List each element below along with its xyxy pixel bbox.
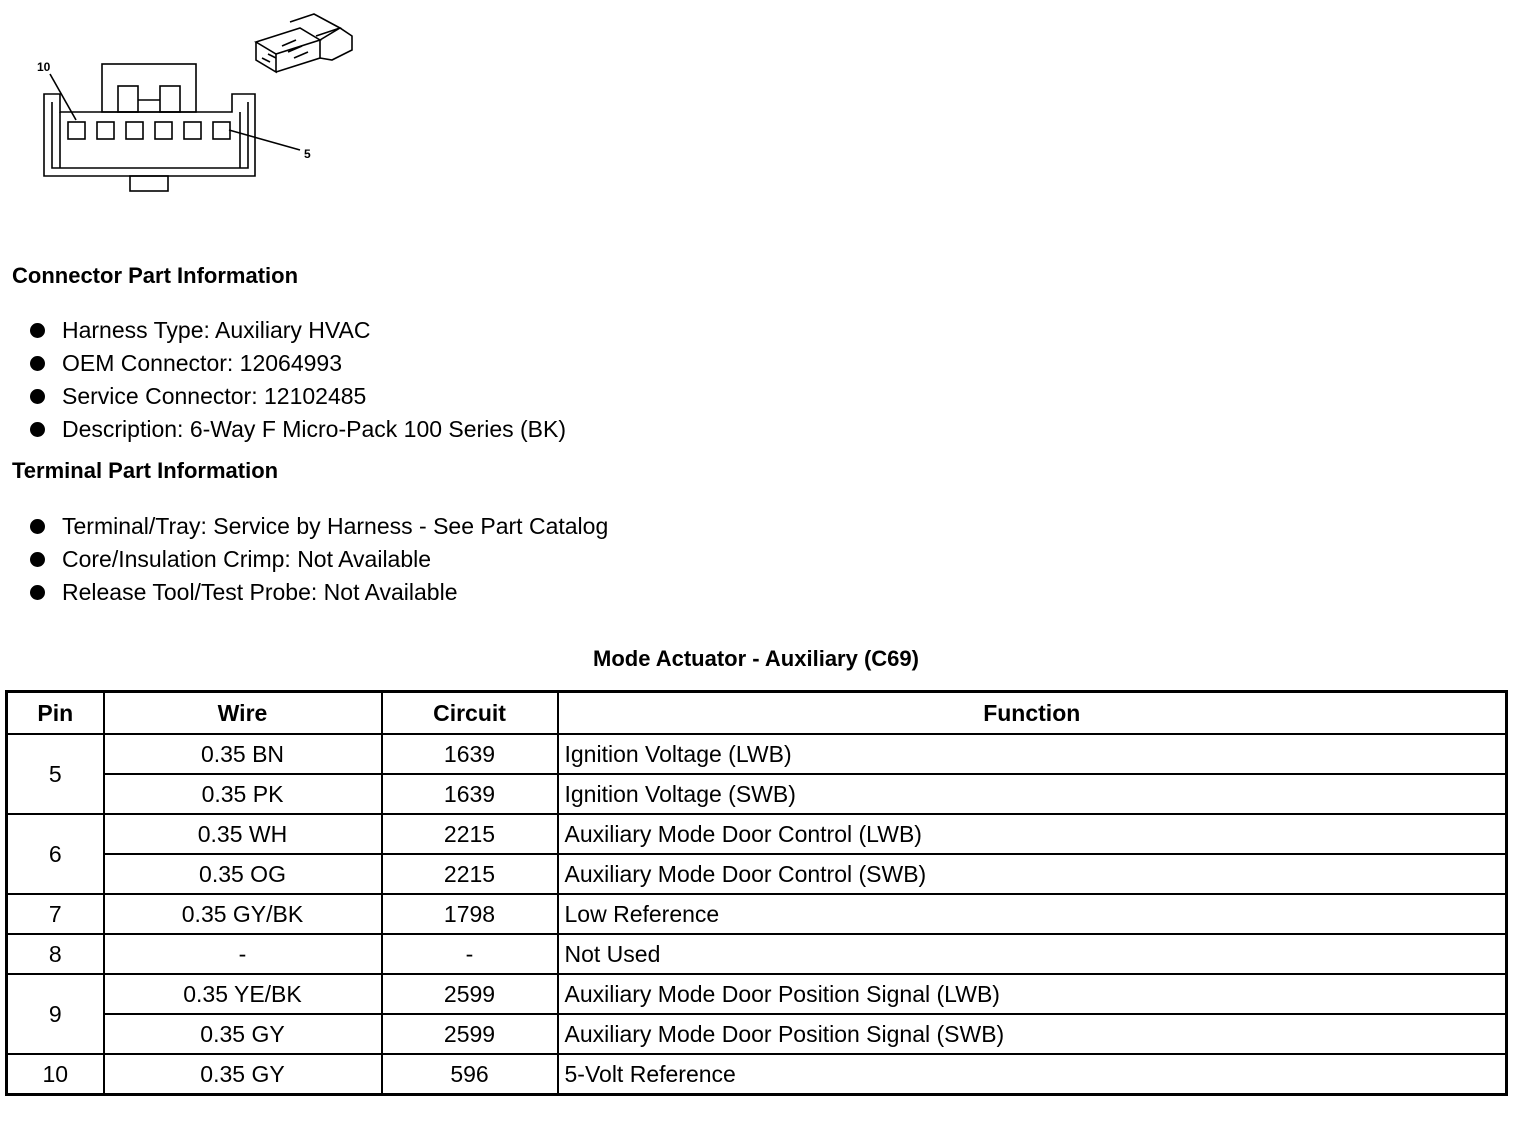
bullet-icon [30,519,45,534]
connector-diagram [0,0,380,210]
terminal-info-list [30,510,608,609]
pin-cell: 8 [7,934,104,974]
table-row [7,974,1507,1014]
circuit-cell: 596 [382,1054,558,1095]
function-cell: Low Reference [558,894,1507,934]
bullet-icon [30,389,45,404]
circuit-cell: 2215 [382,814,558,854]
pin-cell: 7 [7,894,104,934]
list-item: Description: 6-Way F Micro-Pack 100 Series (BK) [30,413,566,446]
function-cell: Auxiliary Mode Door Control (LWB) [558,814,1507,854]
bullet-icon [30,585,45,600]
function-cell: Auxiliary Mode Door Position Signal (LWB) [558,974,1507,1014]
bullet-icon [30,552,45,567]
pin-table [5,690,1508,1096]
function-cell: Not Used [558,934,1507,974]
table-row [7,734,1507,774]
table-row [7,1054,1507,1095]
pin-cell: 5 [7,734,104,814]
bullet-icon [30,422,45,437]
wire-cell: 0.35 BN [104,734,382,774]
table-row [7,1014,1507,1054]
table-header-row [7,692,1507,735]
wire-cell: - [104,934,382,974]
circuit-cell: 1639 [382,734,558,774]
table-row [7,774,1507,814]
table-row [7,814,1507,854]
circuit-cell: 2215 [382,854,558,894]
circuit-cell: 2599 [382,1014,558,1054]
header-wire: Wire [104,692,382,735]
list-item: Terminal/Tray: Service by Harness - See Part Catalog [30,510,608,543]
function-cell: 5-Volt Reference [558,1054,1507,1095]
connector-info-heading: Connector Part Information [12,263,299,288]
header-pin: Pin [7,692,104,735]
diagram-label-10: 10 [37,60,51,74]
bullet-icon [30,323,45,338]
header-circuit: Circuit [382,692,558,735]
function-cell: Auxiliary Mode Door Control (SWB) [558,854,1507,894]
function-cell: Auxiliary Mode Door Position Signal (SWB) [558,1014,1507,1054]
table-row [7,894,1507,934]
function-cell: Ignition Voltage (LWB) [558,734,1507,774]
list-item: Service Connector: 12102485 [30,380,566,413]
wire-cell: 0.35 WH [104,814,382,854]
pin-cell: 6 [7,814,104,894]
pin-cell: 9 [7,974,104,1054]
list-item: Core/Insulation Crimp: Not Available [30,543,608,576]
list-item: Harness Type: Auxiliary HVAC [30,314,566,347]
list-item: Release Tool/Test Probe: Not Available [30,576,608,609]
circuit-cell: 1798 [382,894,558,934]
circuit-cell: - [382,934,558,974]
wire-cell: 0.35 GY [104,1014,382,1054]
header-function: Function [558,692,1507,735]
wire-cell: 0.35 GY/BK [104,894,382,934]
bullet-icon [30,356,45,371]
terminal-info-heading: Terminal Part Information [12,458,279,483]
wire-cell: 0.35 YE/BK [104,974,382,1014]
table-row [7,854,1507,894]
connector-info-list [30,314,566,446]
wire-cell: 0.35 OG [104,854,382,894]
table-row [7,934,1507,974]
circuit-cell: 2599 [382,974,558,1014]
wire-cell: 0.35 GY [104,1054,382,1095]
circuit-cell: 1639 [382,774,558,814]
diagram-label-5: 5 [304,147,311,161]
table-title: Mode Actuator - Auxiliary (C69) [593,646,919,671]
list-item: OEM Connector: 12064993 [30,347,566,380]
pin-cell: 10 [7,1054,104,1095]
function-cell: Ignition Voltage (SWB) [558,774,1507,814]
wire-cell: 0.35 PK [104,774,382,814]
